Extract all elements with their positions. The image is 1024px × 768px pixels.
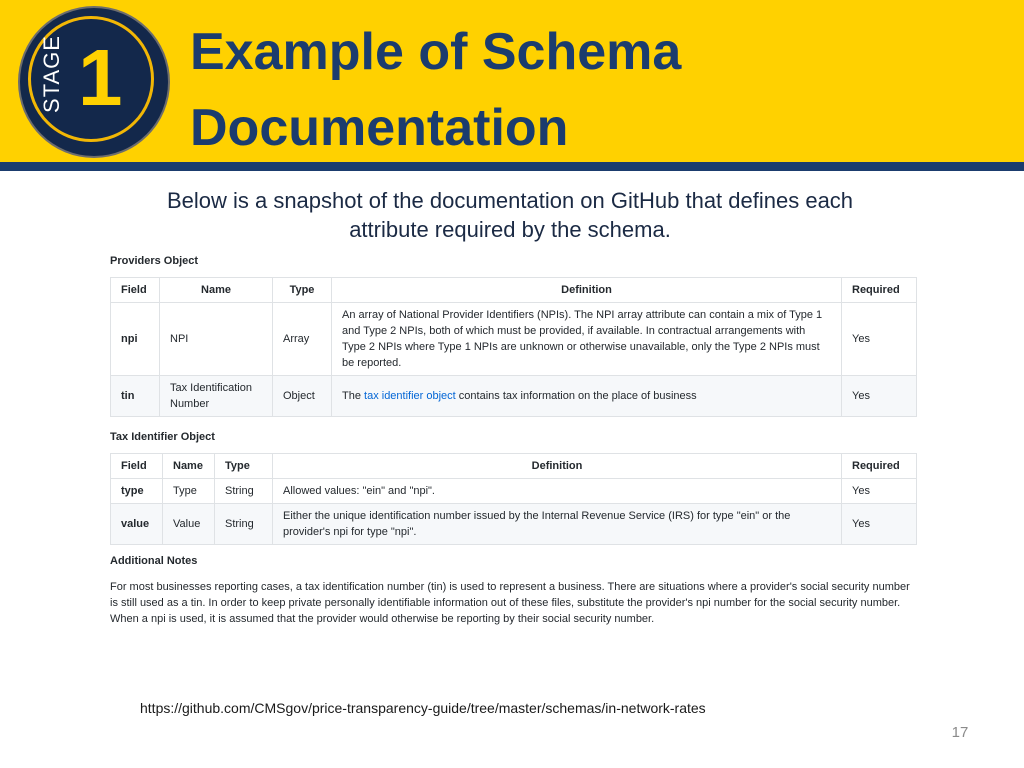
stage-badge [20,8,168,156]
column-header: Type [273,278,332,303]
column-header: Name [160,278,273,303]
page-title [190,14,990,166]
definition-cell: Allowed values: "ein" and "npi". [273,479,842,504]
column-header: Definition [273,454,842,479]
field-cell: npi [111,303,160,376]
tax-identifier-table [110,453,917,545]
tax-identifier-object-link[interactable]: tax identifier object [364,390,456,402]
additional-notes [110,553,916,627]
github-source-link[interactable]: https://github.com/CMSgov/price-transparency-guide/tree/master/schemas/in-network-rates [140,700,706,716]
table-row [111,504,917,545]
table-row [111,376,917,417]
header-divider [0,162,1024,171]
column-header: Required [842,454,917,479]
column-header: Required [842,278,917,303]
column-header: Field [111,454,163,479]
definition-text: The [342,390,365,402]
column-header: Field [111,278,160,303]
name-cell: Value [163,504,215,545]
title-line-1: Example of Schema [190,23,682,81]
table-row [111,479,917,504]
field-cell: tin [111,376,160,417]
documentation-snapshot [110,253,916,627]
required-cell: Yes [842,376,917,417]
definition-cell [332,376,842,417]
type-cell: Object [273,376,332,417]
page-number: 17 [951,724,969,741]
column-header: Definition [332,278,842,303]
table-header-row [111,454,917,479]
title-line-2: Documentation [190,99,569,157]
definition-text: contains tax information on the place of business [455,390,697,402]
field-cell: type [111,479,163,504]
header-banner [0,0,1024,162]
table-header-row [111,278,917,303]
table-row [111,303,917,376]
providers-table [110,277,917,417]
additional-notes-title: Additional Notes [110,555,198,567]
stage-label: STAGE [39,35,64,113]
required-cell: Yes [842,504,917,545]
type-cell: String [215,479,273,504]
definition-cell: An array of National Provider Identifiers (NPIs). The NPI array attribute can contain a mix of Type 1 and Type 2 NPIs, both of which must be provided, if available. In contractual arrangements with Type 2 NPIs where Type 1 NPIs are unknown or otherwise unavailable, only the Type 2 NPIs must be reported. [332,303,842,376]
intro-line-1: Below is a snapshot of the documentation on GitHub that defines each [166,188,854,213]
name-cell: Tax Identification Number [160,376,273,417]
stage-number: 1 [78,33,123,122]
name-cell: Type [163,479,215,504]
providers-object-title: Providers Object [110,255,199,267]
intro-text [100,186,920,244]
column-header: Type [215,454,273,479]
type-cell: String [215,504,273,545]
tax-identifier-object-title: Tax Identifier Object [110,431,215,443]
required-cell: Yes [842,303,917,376]
name-cell: NPI [160,303,273,376]
column-header: Name [163,454,215,479]
type-cell: Array [273,303,332,376]
definition-cell: Either the unique identification number issued by the Internal Revenue Service (IRS) for type "ein" or the provider's npi for type "npi". [273,504,842,545]
intro-line-2: attribute required by the schema. [349,217,671,242]
required-cell: Yes [842,479,917,504]
field-cell: value [111,504,163,545]
additional-notes-text: For most businesses reporting cases, a tax identification number (tin) is used to represent a business. There are situations where a provider's social security number is still used as a tin. In order to keep private personally identifiable information out of these files, substitute the provider's npi number for the social security number. When a npi is used, it is assumed that the provider would otherwise be reporting by their social security number. [110,581,910,625]
